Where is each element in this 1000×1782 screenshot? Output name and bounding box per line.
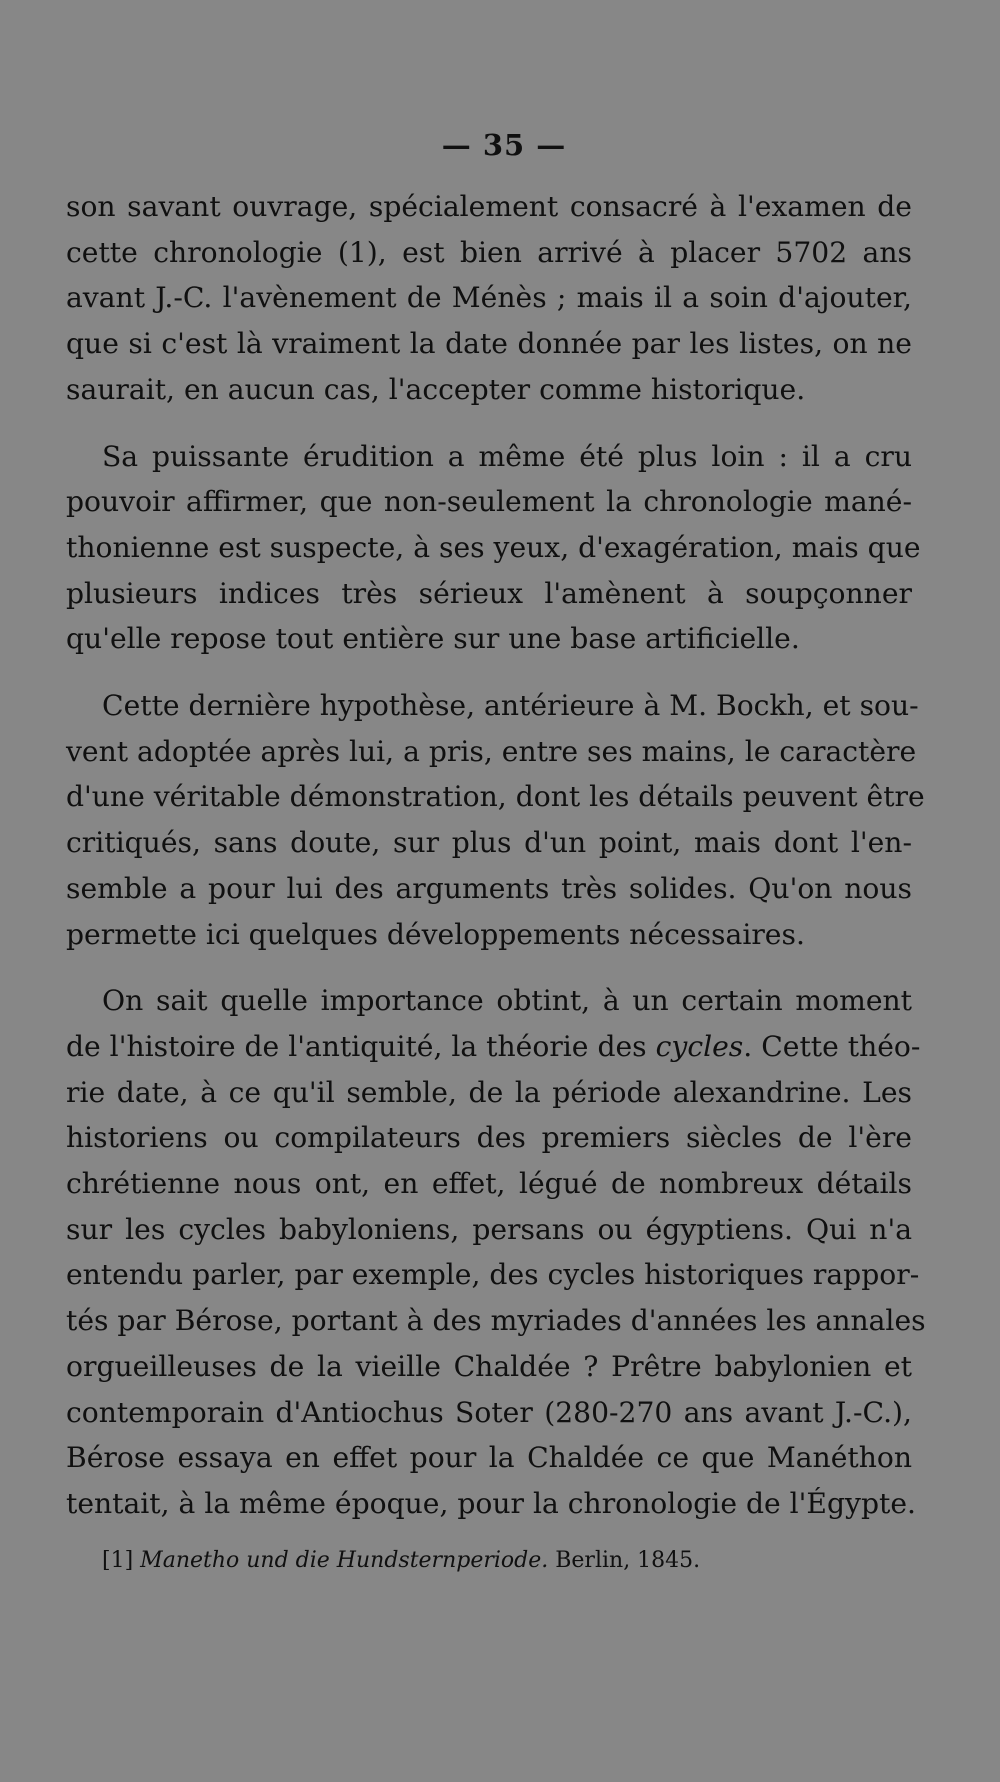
footnote-title: Manetho und die Hundsternperiode.: [140, 1547, 549, 1573]
page-number: — 35 —: [441, 128, 567, 162]
text-line: plusieurs indices très sérieux l'amènent à soupçonner: [66, 576, 912, 610]
text-line: Sa puissante érudition a même été plus loin : il a cru: [102, 439, 912, 473]
text-line: permette ici quelques développements nécessaires.: [66, 917, 805, 951]
text-line: On sait quelle importance obtint, à un certain moment: [102, 984, 912, 1018]
text-line: tés par Bérose, portant à des myriades d'années les annales: [66, 1304, 926, 1338]
text-line: chrétienne nous ont, en effet, légué de nombreux détails: [66, 1167, 912, 1201]
text-line: thonienne est suspecte, à ses yeux, d'exagération, mais que: [66, 530, 921, 564]
paragraph-1: [66, 184, 912, 413]
text-line: pouvoir affirmer, que non-seulement la chronologie mané-: [66, 485, 912, 519]
text-line: Bérose essaya en effet pour la Chaldée ce que Manéthon: [66, 1441, 912, 1475]
text-line: avant J.-C. l'avènement de Ménès ; mais il a soin d'ajouter,: [66, 281, 912, 315]
text-line: orgueilleuses de la vieille Chaldée ? Prêtre babylonien et: [66, 1349, 912, 1383]
text-line-with-emphasis: [66, 1024, 921, 1070]
text-line: cette chronologie (1), est bien arrivé à placer 5702 ans: [66, 235, 912, 269]
text-line: vent adoptée après lui, a pris, entre ses mains, le caractère: [66, 734, 917, 768]
text-line: semble a pour lui des arguments très solides. Qu'on nous: [66, 871, 912, 905]
text-line: tentait, à la même époque, pour la chronologie de l'Égypte.: [66, 1486, 916, 1520]
text-line: que si c'est là vraiment la date donnée par les listes, on ne: [66, 327, 912, 361]
text-line: Cette dernière hypothèse, antérieure à M. Bockh, et sou-: [102, 689, 919, 723]
text-line: qu'elle repose tout entière sur une base artificielle.: [66, 622, 800, 656]
text-line: son savant ouvrage, spécialement consacré à l'examen de: [66, 190, 912, 223]
text-line: contemporain d'Antiochus Soter (280-270 ans avant J.-C.),: [66, 1395, 912, 1429]
text-line: saurait, en aucun cas, l'accepter comme historique.: [66, 372, 806, 406]
text-line: historiens ou compilateurs des premiers siècles de l'ère: [66, 1121, 912, 1155]
text-line: entendu parler, par exemple, des cycles historiques rappor-: [66, 1258, 920, 1292]
paragraph-4: [66, 978, 926, 1526]
footnote-marker: [1]: [102, 1547, 134, 1573]
emphasized-word: cycles: [655, 1029, 744, 1063]
text-line: critiqués, sans doute, sur plus d'un point, mais dont l'en-: [66, 826, 912, 860]
text-line: rie date, à ce qu'il semble, de la période alexandrine. Les: [66, 1075, 912, 1109]
footnote-text: Berlin, 1845.: [555, 1547, 701, 1573]
footnote: [66, 1548, 912, 1573]
text-line: d'une véritable démonstration, dont les détails peuvent être: [66, 780, 925, 814]
text-line: sur les cycles babyloniens, persans ou égyptiens. Qui n'a: [66, 1212, 912, 1246]
paragraph-3: [66, 683, 925, 957]
text-segment: de l'histoire de l'antiquité, la théorie des: [66, 1029, 656, 1063]
text-segment: . Cette théo-: [743, 1029, 921, 1063]
paragraph-2: [66, 434, 921, 663]
